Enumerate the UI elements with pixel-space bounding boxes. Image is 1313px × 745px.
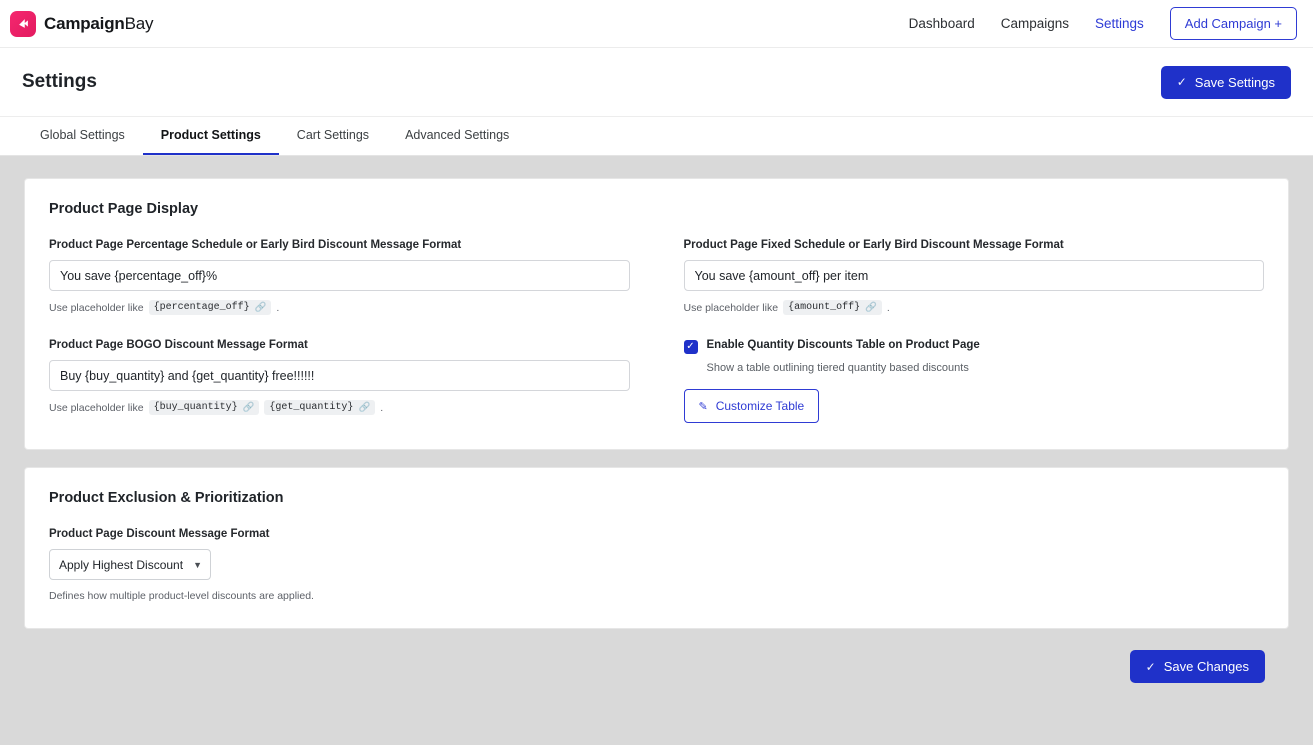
placeholder-chip-text: {percentage_off} (153, 302, 250, 313)
bogo-message-label: Product Page BOGO Discount Message Format (49, 339, 308, 351)
nav-link-dashboard[interactable]: Dashboard (908, 16, 975, 31)
product-exclusion-card (24, 467, 1289, 629)
pencil-icon: ✎ (698, 400, 708, 413)
placeholder-chip-text: {buy_quantity} (153, 402, 238, 413)
save-settings-button[interactable] (1161, 66, 1291, 99)
top-navigation-bar (0, 0, 1313, 48)
customize-table-button[interactable] (684, 389, 820, 423)
footer-actions (24, 646, 1289, 683)
brand-logo[interactable] (10, 11, 153, 37)
percentage-message-label: Product Page Percentage Schedule or Early Bird Discount Message Format (49, 239, 462, 251)
placeholder-chip-get-quantity[interactable] (264, 400, 375, 415)
product-page-display-title: Product Page Display (49, 201, 199, 217)
campaign-logo-icon (10, 11, 36, 37)
discount-priority-select[interactable] (49, 549, 211, 580)
add-campaign-button[interactable]: Add Campaign + (1170, 7, 1297, 40)
product-exclusion-title: Product Exclusion & Prioritization (49, 490, 284, 506)
check-icon: ✓ (1145, 659, 1156, 674)
chevron-down-icon: ▼ (193, 559, 202, 570)
customize-table-label: Customize Table (715, 399, 805, 413)
tab-cart-settings[interactable]: Cart Settings (296, 128, 370, 142)
settings-content (0, 156, 1313, 683)
save-settings-label: Save Settings (1194, 74, 1275, 90)
fixed-message-input[interactable] (684, 260, 1265, 291)
placeholder-chip-text: {amount_off} (788, 302, 861, 313)
placeholder-chip-text: {get_quantity} (269, 402, 354, 413)
hint-suffix: . (886, 301, 890, 314)
hint-prefix: Use placeholder like (49, 401, 144, 414)
product-page-display-card (24, 178, 1289, 450)
enable-quantity-table-subtext: Show a table outlining tiered quantity based discounts (706, 362, 969, 374)
enable-quantity-table-row[interactable] (684, 339, 1265, 354)
check-icon: ✓ (1176, 75, 1187, 89)
enable-quantity-table-checkbox[interactable]: ✓ (684, 340, 698, 354)
nav-link-settings[interactable]: Settings (1095, 16, 1144, 31)
hint-prefix: Use placeholder like (49, 301, 144, 314)
bogo-message-hint (49, 400, 630, 415)
fixed-message-field (684, 239, 1265, 315)
percentage-message-input[interactable] (49, 260, 630, 291)
page-header (0, 48, 1313, 117)
fixed-message-hint (684, 300, 1265, 315)
copy-icon[interactable]: 🔗 (865, 302, 877, 313)
discount-priority-select-wrapper (49, 549, 211, 580)
placeholder-chip-amount-off[interactable] (783, 300, 882, 315)
product-page-display-grid (49, 239, 1264, 423)
copy-icon[interactable]: 🔗 (242, 402, 255, 413)
bogo-message-field (49, 339, 630, 423)
hint-suffix: . (276, 301, 280, 314)
page-title: Settings (22, 71, 97, 92)
placeholder-chip-buy-quantity[interactable] (149, 400, 260, 415)
hint-prefix: Use placeholder like (683, 301, 779, 314)
tab-global-settings[interactable]: Global Settings (40, 128, 125, 142)
discount-message-format-label: Product Page Discount Message Format (49, 528, 270, 540)
discount-priority-note: Defines how multiple product-level discounts are applied. (49, 590, 314, 602)
copy-icon[interactable]: 🔗 (254, 302, 267, 313)
save-changes-button[interactable] (1130, 650, 1265, 683)
bogo-message-input[interactable] (49, 360, 630, 391)
brand-name-bold: Campaign (44, 13, 125, 33)
fixed-message-label: Product Page Fixed Schedule or Early Bird Discount Message Format (683, 239, 1064, 251)
copy-icon[interactable]: 🔗 (358, 402, 371, 413)
percentage-message-hint (49, 300, 630, 315)
brand-name-light: Bay (124, 13, 154, 33)
percentage-message-field (49, 239, 630, 315)
brand-name (44, 14, 153, 34)
tab-product-settings[interactable]: Product Settings (143, 117, 279, 155)
nav-link-campaigns[interactable]: Campaigns (1000, 16, 1070, 31)
nav-links (909, 7, 1297, 40)
quantity-discount-table-section (684, 339, 1265, 423)
enable-quantity-table-label: Enable Quantity Discounts Table on Product Page (706, 339, 980, 351)
settings-tabs (0, 117, 1313, 156)
save-changes-label: Save Changes (1163, 659, 1249, 674)
hint-suffix: . (380, 401, 384, 414)
tab-advanced-settings[interactable]: Advanced Settings (405, 128, 510, 142)
placeholder-chip-percentage-off[interactable] (149, 300, 272, 315)
